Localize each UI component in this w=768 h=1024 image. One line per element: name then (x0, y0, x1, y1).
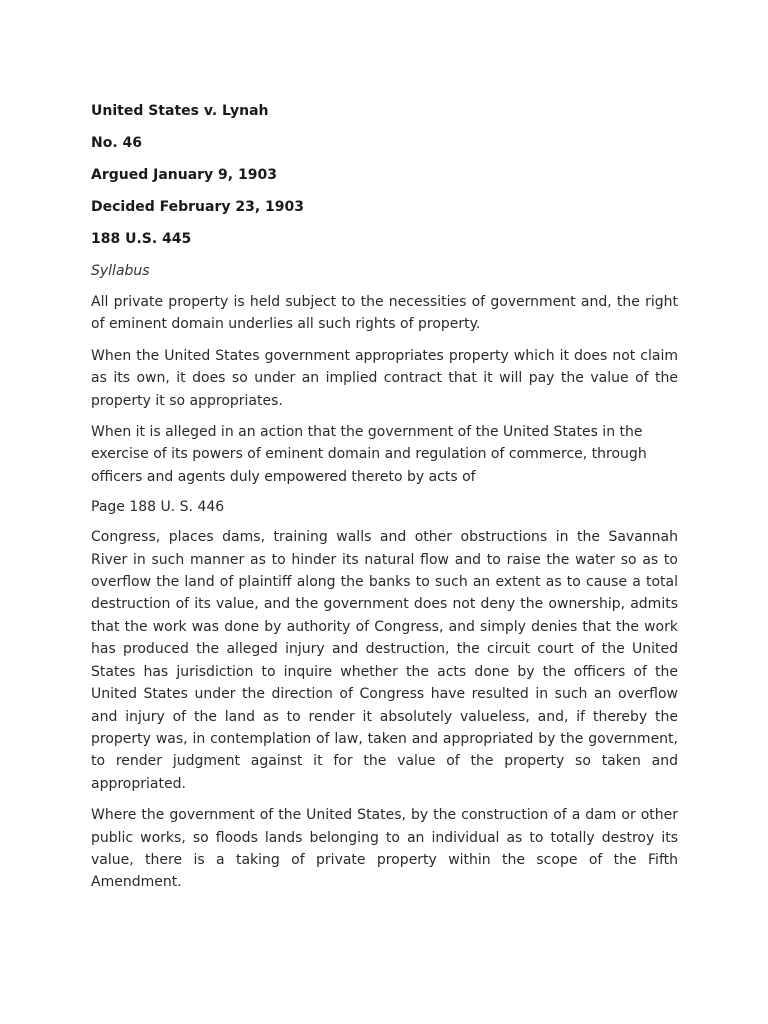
syllabus-paragraph: When it is alleged in an action that the government of the United States in the exercise of its powers of eminent domain and regulation of commerce, through officers and agents duly empowered thereto by acts of (91, 424, 647, 485)
citation: 188 U.S. 445 (91, 231, 192, 247)
syllabus-paragraph: Where the government of the United States, by the construction of a dam or other public works, so floods lands belonging to an individual as to totally destroy its value, there is a taking of private property within the scope of the Fifth Amendment. (91, 807, 678, 891)
syllabus-paragraph: Congress, places dams, training walls and other obstructions in the Savannah River in such manner as to hinder its natural flow and to raise the water so as to overflow the land of plaintiff along the banks to such an extent as to cause a total destruction of its value, and the government does not deny the ownership, admits that the work was done by authority of Congress, and simply denies that the work has produced the alleged injury and destruction, the circuit court of the United States has jurisdiction to inquire whether the acts done by the officers of the United States under the direction of Congress have resulted in such an overflow and injury of the land as to render it absolutely valueless, and, if thereby the property was, in contemplation of law, taken and appropriated by the government, to render judgment against it for the value of the property so taken and appropriated. (91, 529, 678, 792)
page-reference: Page 188 U. S. 446 (91, 499, 225, 516)
argued-date: Argued January 9, 1903 (91, 167, 277, 183)
decided-date: Decided February 23, 1903 (91, 199, 305, 215)
syllabus-paragraph: All private property is held subject to the necessities of government and, the right of eminent domain underlies all such rights of property. (91, 294, 678, 333)
case-number: No. 46 (91, 135, 143, 151)
document-page (91, 101, 678, 903)
syllabus-label: Syllabus (91, 263, 150, 279)
syllabus-paragraph: When the United States government appropriates property which it does not claim as its own, it does so under an implied contract that it will pay the value of the property it so appropriates. (91, 347, 678, 409)
case-title: United States v. Lynah (91, 103, 269, 119)
